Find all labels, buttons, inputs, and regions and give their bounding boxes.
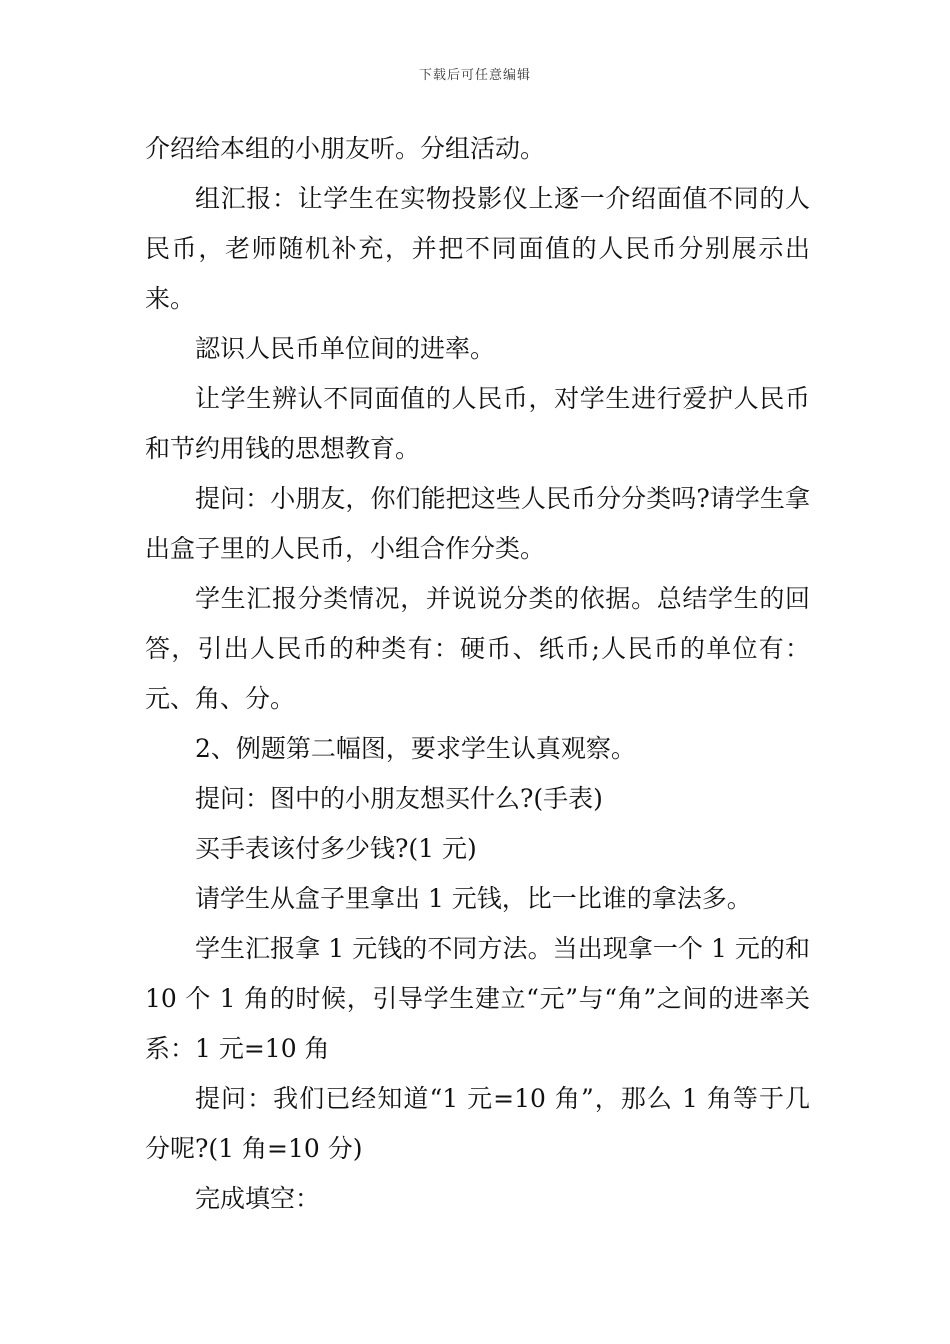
paragraph-10: 请学生从盒子里拿出 1 元钱，比一比谁的拿法多。: [195, 884, 752, 913]
paragraph-7: 2、例题第二幅图，要求学生认真观察。: [195, 734, 636, 763]
paragraph-3: 認识人民币单位间的进率。: [195, 334, 496, 363]
paragraph-13: 完成填空：: [195, 1184, 321, 1213]
paragraph-11: 学生汇报拿 1 元钱的不同方法。当出现拿一个 1 元的和 10 个 1 角的时候，引导学生建立“元”与“角”之间的进率关系：1 元=10 角: [145, 934, 810, 1063]
paragraph-1: 介绍给本组的小朋友听。分组活动。: [145, 134, 546, 163]
paragraph-5: 提问：小朋友，你们能把这些人民币分分类吗?请学生拿出盒子里的人民币，小组合作分类。: [145, 484, 810, 563]
paragraph-2: 组汇报：让学生在实物投影仪上逐一介绍面值不同的人民币，老师随机补充，并把不同面值的人民币分别展示出来。: [145, 184, 810, 313]
paragraph-4: 让学生辨认不同面值的人民币，对学生进行爱护人民币和节约用钱的思想教育。: [145, 384, 810, 463]
paragraph-6: 学生汇报分类情况，并说说分类的依据。总结学生的回答，引出人民币的种类有：硬币、纸币;人民币的单位有：元、角、分。: [145, 584, 810, 713]
document-body: [145, 124, 810, 1224]
paragraph-12: 提问：我们已经知道“1 元=10 角”，那么 1 角等于几分呢?(1 角=10 分): [145, 1084, 810, 1163]
page-header: 下载后可任意编辑: [418, 68, 531, 83]
paragraph-8: 提问：图中的小朋友想买什么?(手表): [195, 784, 603, 813]
paragraph-9: 买手表该付多少钱?(1 元): [195, 834, 477, 863]
